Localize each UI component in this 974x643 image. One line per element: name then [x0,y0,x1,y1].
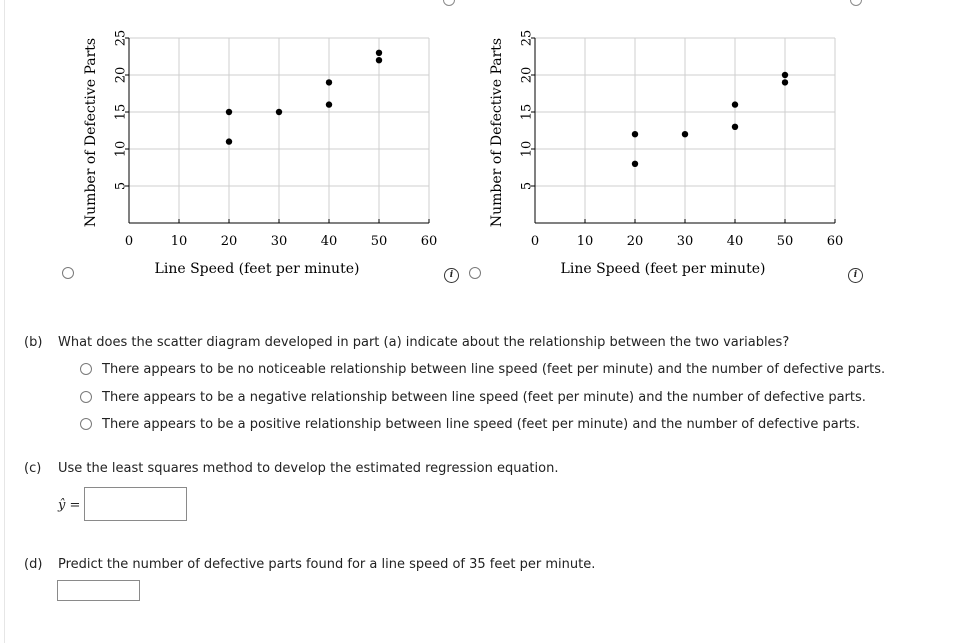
data-point [782,79,788,85]
x-tick-label: 20 [220,234,238,249]
chart-right-info-icon[interactable]: i [848,268,863,283]
option-radio[interactable] [80,363,92,375]
option-radio[interactable] [80,391,92,403]
x-tick-label: 50 [776,234,794,249]
yhat-label: ŷ = [58,498,81,513]
x-tick-label: 0 [124,234,134,249]
option-radio[interactable] [80,418,92,430]
y-tick-label: 15 [113,103,129,121]
x-axis-label: Line Speed (feet per minute) [560,261,766,277]
part-b-label: (b) [24,335,43,350]
x-tick-label: 10 [170,234,188,249]
x-tick-label: 40 [320,234,338,249]
y-axis-label: Number of Defective Parts [489,37,505,228]
y-tick-label: 25 [113,29,129,47]
part-c-label: (c) [24,461,42,476]
x-axis-label: Line Speed (feet per minute) [154,261,360,277]
data-point [732,124,738,130]
part-b-option-negative[interactable] [80,389,866,405]
option-label: There appears to be a negative relationship between line speed (feet per minute) and the number of defective parts. [102,389,866,405]
x-tick-label: 60 [826,234,844,249]
part-b-option-no-relationship[interactable] [80,361,885,377]
data-point [632,161,638,167]
y-tick-label: 20 [519,66,535,84]
x-tick-label: 40 [726,234,744,249]
data-point [732,101,738,107]
x-tick-label: 10 [576,234,594,249]
x-tick-label: 30 [270,234,288,249]
part-d-label: (d) [24,557,43,572]
data-point [632,131,638,137]
option-label: There appears to be a positive relationship between line speed (feet per minute) and the number of defective parts. [102,416,861,432]
y-tick-label: 5 [519,181,535,191]
regression-equation-input[interactable] [84,487,187,521]
y-tick-label: 5 [113,181,129,191]
y-tick-label: 10 [113,140,129,158]
x-tick-label: 60 [420,234,438,249]
y-axis-label: Number of Defective Parts [83,37,99,228]
part-d-question: Predict the number of defective parts found for a line speed of 35 feet per minute. [58,557,596,572]
chart-right-radio[interactable] [469,267,481,279]
part-b-question: What does the scatter diagram developed in part (a) indicate about the relationship between the two variables? [58,335,790,350]
option-label: There appears to be no noticeable relationship between line speed (feet per minute) and the number of defective parts. [102,361,886,377]
chart-left-radio[interactable] [62,267,74,279]
y-tick-label: 15 [519,103,535,121]
part-b-option-positive[interactable] [80,416,860,432]
x-tick-label: 20 [626,234,644,249]
data-point [782,72,788,78]
y-tick-label: 20 [113,66,129,84]
x-tick-label: 0 [530,234,540,249]
x-tick-label: 50 [370,234,388,249]
y-tick-label: 10 [519,140,535,158]
x-tick-label: 30 [676,234,694,249]
prediction-input[interactable] [57,580,140,601]
chart-left-info-icon[interactable]: i [444,268,459,283]
y-tick-label: 25 [519,29,535,47]
part-c-question: Use the least squares method to develop the estimated regression equation. [58,461,559,476]
data-point [682,131,688,137]
scatter-chart-right [0,0,974,290]
